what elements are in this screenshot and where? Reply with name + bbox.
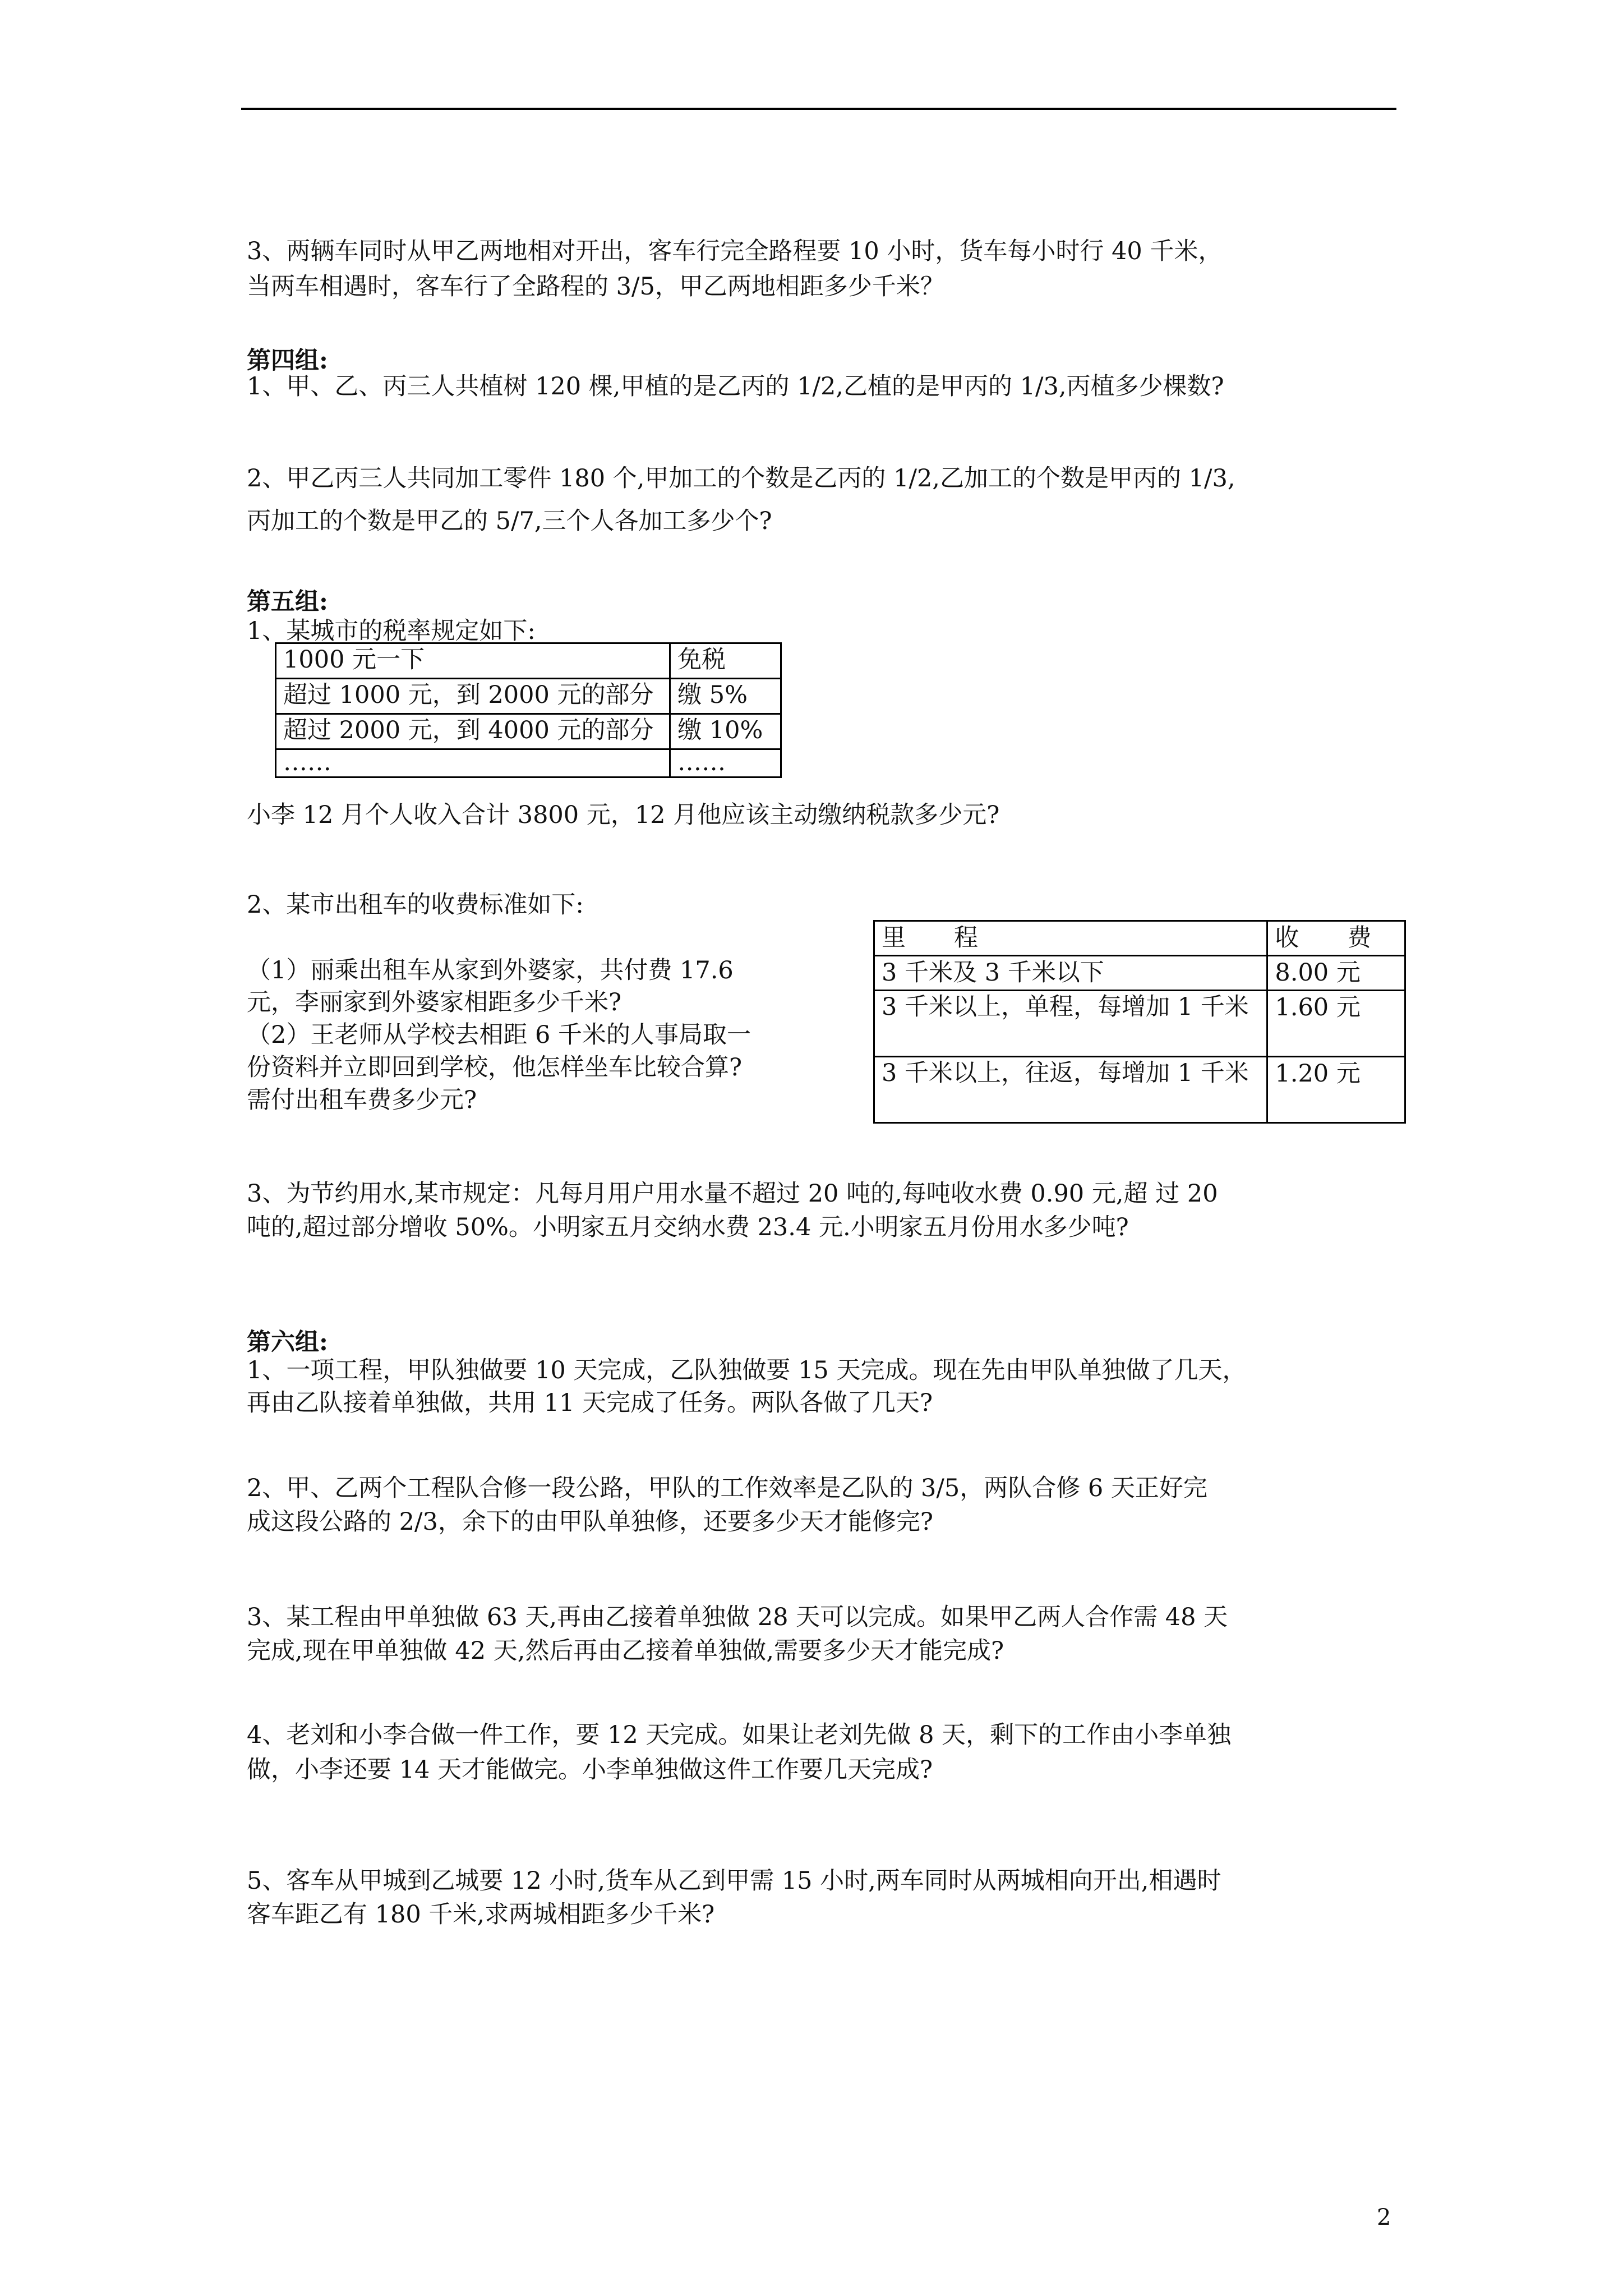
question-text: 当两车相遇时，客车行了全路程的 3/5，甲乙两地相距多少千米？ [247, 273, 944, 301]
table-cell: 3 千米及 3 千米以下 [874, 956, 1267, 991]
section-heading: 第四组: [247, 347, 328, 375]
question-text: （2）王老师从学校去相距 6 千米的人事局取一 [247, 1021, 751, 1049]
table-header-cell: 里 程 [874, 921, 1267, 956]
question-text: （1）丽乘出租车从家到外婆家，共付费 17.6 [247, 956, 734, 984]
question-text: 4、老刘和小李合做一件工作，要 12 天完成。如果让老刘先做 8 天，剩下的工作由小李单独 [247, 1721, 1232, 1749]
question-text: 1、某城市的税率规定如下: [247, 617, 536, 645]
question-text: 再由乙队接着单独做，共用 11 天完成了任务。两队各做了几天? [247, 1389, 933, 1417]
table-cell: …… [670, 749, 781, 777]
question-text: 1、一项工程，甲队独做要 10 天完成，乙队独做要 15 天完成。现在先由甲队单独做了几天， [247, 1356, 1247, 1384]
question-text: 完成,现在甲单独做 42 天,然后再由乙接着单独做,需要多少天才能完成? [247, 1637, 1004, 1665]
question-text: 2、某市出租车的收费标准如下: [247, 891, 584, 919]
table-cell: 1000 元一下 [276, 643, 670, 679]
section-heading: 第六组: [247, 1328, 328, 1356]
table-cell: 免税 [670, 643, 781, 679]
table-cell: 超过 2000 元，到 4000 元的部分 [276, 714, 670, 749]
question-text: 份资料并立即回到学校，他怎样坐车比较合算? [247, 1053, 743, 1082]
question-text: 丙加工的个数是甲乙的 5/7,三个人各加工多少个? [247, 507, 772, 535]
table-cell: 缴 10% [670, 714, 781, 749]
table-cell: 超过 1000 元，到 2000 元的部分 [276, 679, 670, 714]
table-cell: 3 千米以上，往返，每增加 1 千米 [874, 1057, 1267, 1123]
question-text: 2、甲、乙两个工程队合修一段公路，甲队的工作效率是乙队的 3/5，两队合修 6 天正好完 [247, 1474, 1207, 1502]
question-text: 3、某工程由甲单独做 63 天,再由乙接着单独做 28 天可以完成。如果甲乙两人合作需 48 天 [247, 1603, 1228, 1631]
page-number: 2 [1377, 2205, 1391, 2230]
question-text: 客车距乙有 180 千米,求两城相距多少千米? [247, 1901, 715, 1929]
question-text: 需付出租车费多少元? [247, 1086, 477, 1114]
question-text: 2、甲乙丙三人共同加工零件 180 个,甲加工的个数是乙丙的 1/2,乙加工的个数是甲丙的 1/3, [247, 464, 1235, 493]
table-cell: …… [276, 749, 670, 777]
table-cell: 8.00 元 [1267, 956, 1405, 991]
table-cell: 1.20 元 [1267, 1057, 1405, 1123]
question-text: 小李 12 月个人收入合计 3800 元，12 月他应该主动缴纳税款多少元? [247, 801, 1000, 829]
table-cell: 3 千米以上，单程，每增加 1 千米 [874, 991, 1267, 1057]
header-rule [241, 108, 1396, 110]
question-text: 元，李丽家到外婆家相距多少千米? [247, 988, 622, 1016]
table-cell: 1.60 元 [1267, 991, 1405, 1057]
question-text: 成这段公路的 2/3，余下的由甲队单独修，还要多少天才能修完? [247, 1508, 933, 1536]
section-heading: 第五组: [247, 588, 328, 616]
question-text: 吨的,超过部分增收 50%。小明家五月交纳水费 23.4 元.小明家五月份用水多少吨? [247, 1213, 1129, 1241]
question-text: 5、客车从甲城到乙城要 12 小时,货车从乙到甲需 15 小时,两车同时从两城相向开出,相遇时 [247, 1867, 1221, 1895]
taxi-fare-table [873, 920, 1406, 1124]
table-cell: 缴 5% [670, 679, 781, 714]
question-text: 3、为节约用水,某市规定：凡每月用户用水量不超过 20 吨的,每吨收水费 0.90 元,超 过 20 [247, 1180, 1218, 1208]
question-text: 1、甲、乙、丙三人共植树 120 棵,甲植的是乙丙的 1/2,乙植的是甲丙的 1/3,丙植多少棵数? [247, 372, 1224, 401]
tax-rate-table [275, 642, 782, 778]
question-text: 3、两辆车同时从甲乙两地相对开出，客车行完全路程要 10 小时，货车每小时行 40 千米， [247, 237, 1223, 265]
question-text: 做，小李还要 14 天才能做完。小李单独做这件工作要几天完成? [247, 1756, 933, 1784]
table-header-cell: 收 费 [1267, 921, 1405, 956]
